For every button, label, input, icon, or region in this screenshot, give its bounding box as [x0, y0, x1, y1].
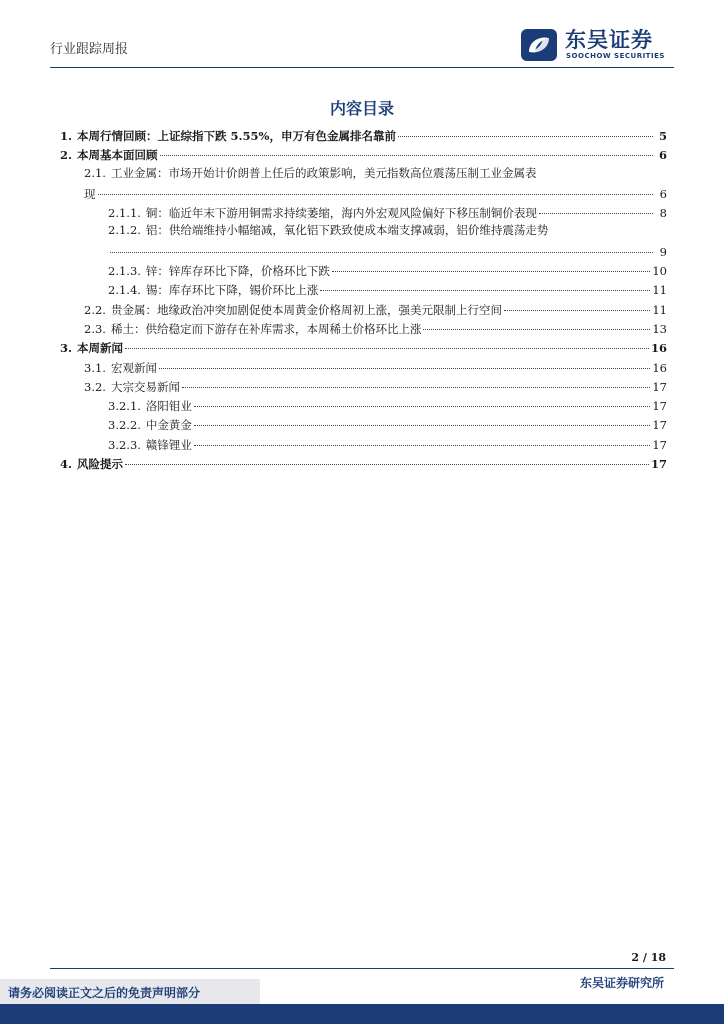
- toc-leader-dots: [182, 373, 650, 388]
- toc-leader-dots: [398, 122, 653, 137]
- toc-entry-text: 铝：供给端维持小幅缩减，氧化铝下跌致使成本端支撑减弱，铝价维持震荡走势: [145, 223, 549, 238]
- toc-entry-text: 赣锋锂业: [145, 437, 192, 452]
- toc-entry-page: 17: [652, 399, 667, 414]
- logo-subtitle: SOOCHOW SECURITIES: [566, 52, 665, 60]
- toc-entry-text: 工业金属：市场开始计价朗普上任后的政策影响，美元指数高位震荡压制工业金属表: [110, 165, 537, 180]
- toc-entry-2-1-1[interactable]: [60, 202, 667, 221]
- footer-organization: 东吴证券研究所: [579, 976, 664, 990]
- toc-entry-page: 16: [652, 360, 667, 375]
- toc-entry-text: 铜：临近年末下游用铜需求持续萎缩，海内外宏观风险偏好下移压制铜价表现: [145, 206, 537, 221]
- toc-entry-page: 17: [650, 457, 667, 472]
- toc-entry-page: 10: [652, 264, 667, 279]
- toc-entry-text: 贵金属：地缘政治冲突加剧促使本周黄金价格周初上涨，强美元限制上行空间: [110, 302, 502, 317]
- toc-entry-page: 11: [652, 283, 667, 298]
- toc-entry-text: 本周基本面回顾: [77, 148, 158, 163]
- toc-entry-page: 17: [652, 437, 667, 452]
- toc-entry-text: 锡：库存环比下降，锡价环比上涨: [145, 283, 319, 298]
- toc-entry-page: 11: [652, 302, 667, 317]
- toc-entry-number: 2.1.1.: [108, 206, 141, 221]
- toc-leader-dots: [539, 199, 653, 214]
- toc-entry-number: 3.2.1.: [108, 399, 141, 414]
- toc-entry-number: 2.1.4.: [108, 283, 141, 298]
- toc-entry-text: 中金黄金: [145, 418, 192, 433]
- toc-entry-text: 本周行情回顾：上证综指下跌 5.55%，申万有色金属排名靠前: [77, 129, 396, 143]
- toc-entry-page: 6: [658, 148, 667, 163]
- toc-entry-number: 2.: [60, 148, 73, 163]
- toc-entry-text: 大宗交易新闻: [110, 379, 180, 394]
- toc-leader-dots: [320, 276, 650, 291]
- toc-leader-dots: [194, 431, 650, 446]
- footer-band: [0, 1004, 724, 1024]
- toc-entry-text: 风险提示: [77, 457, 124, 472]
- logo-mark-icon: [520, 26, 560, 64]
- toc-leader-dots: [125, 450, 649, 465]
- toc-entry-number: 3.: [60, 341, 73, 356]
- toc-leader-dots: [160, 141, 653, 156]
- toc-entry-number: 2.3.: [84, 321, 106, 336]
- toc-entry-page: 13: [652, 321, 667, 336]
- toc-leader-dots: [125, 334, 649, 349]
- toc-entry-page: 17: [652, 379, 667, 394]
- toc-entry-text: 锌：锌库存环比下降，价格环比下跌: [145, 264, 330, 279]
- toc-entry-page: 5: [658, 129, 667, 143]
- toc-leader-dots: [423, 315, 650, 330]
- toc-entry-number: 3.1.: [84, 360, 106, 375]
- footer-divider: [50, 968, 674, 969]
- toc-leader-dots: [98, 180, 654, 195]
- toc-entry-text: 本周新闻: [77, 341, 124, 356]
- toc-title: 内容目录: [329, 99, 394, 118]
- toc-entry-4[interactable]: [60, 453, 667, 472]
- toc-entry-number: 1.: [60, 129, 73, 143]
- toc-leader-dots: [194, 392, 650, 407]
- toc-leader-dots: [332, 257, 650, 272]
- logo-name: 东吴证券: [565, 28, 653, 52]
- toc-entry-text: 宏观新闻: [110, 360, 157, 375]
- toc-entry-number: 3.2.2.: [108, 418, 141, 433]
- toc-leader-dots: [110, 238, 653, 253]
- toc-entry-2[interactable]: [60, 144, 667, 163]
- toc-entry-page: 17: [652, 418, 667, 433]
- disclaimer-text: 请务必阅读正文之后的免责声明部分: [8, 986, 201, 1000]
- toc-entry-text: 稀土：供给稳定而下游存在补库需求，本周稀土价格环比上涨: [110, 321, 422, 336]
- header-divider: [50, 67, 674, 68]
- disclaimer-banner: [0, 979, 260, 1005]
- report-type-label: 行业跟踪周报: [50, 42, 129, 57]
- page-number: 2 / 18: [631, 951, 666, 964]
- toc-entry-number: 2.1.2.: [108, 223, 141, 238]
- toc-entry-page: 16: [650, 341, 667, 356]
- toc-entry-page: 6: [659, 186, 667, 201]
- toc-entry-text: 洛阳钼业: [145, 399, 192, 414]
- toc-entry-number: 3.2.: [84, 379, 106, 394]
- toc-entry-number: 2.1.3.: [108, 264, 141, 279]
- table-of-contents: [60, 125, 667, 472]
- toc-entry-page: 9: [659, 244, 667, 259]
- toc-entry-number: 2.2.: [84, 302, 106, 317]
- toc-entry-number: 2.1.: [84, 165, 106, 180]
- toc-leader-dots: [504, 296, 650, 311]
- toc-entry-number: 3.2.3.: [108, 437, 141, 452]
- toc-leader-dots: [159, 354, 650, 369]
- toc-entry-page: 8: [659, 206, 667, 221]
- toc-entry-number: 4.: [60, 457, 73, 472]
- company-logo: [520, 26, 680, 66]
- toc-entry-continuation: 现: [84, 186, 96, 201]
- toc-leader-dots: [194, 411, 650, 426]
